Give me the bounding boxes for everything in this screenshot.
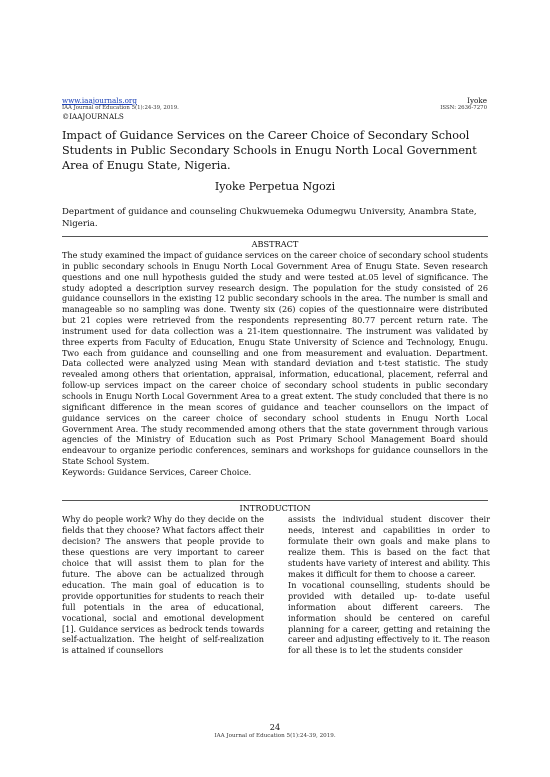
journal-website-link[interactable]: www.iaajournals.org	[62, 96, 137, 105]
abstract-bottom-rule	[62, 500, 488, 501]
intro-paragraph: assists the individual student discover their needs, interest and capabilities in order to formulate their own goals and make plans to realize them. This is based on the fact that students have variety of interest and ability. This makes it difficult for them to choose a career.	[288, 514, 490, 579]
running-author: Iyoke	[467, 96, 487, 105]
publisher-name: ©IAAJOURNALS	[62, 112, 124, 121]
intro-column-right	[288, 514, 490, 656]
keywords: Keywords: Guidance Services, Career Choice.	[62, 466, 252, 477]
issn: ISSN: 2636-7270	[440, 105, 487, 111]
intro-paragraph: Why do people work? Why do they decide on the fields that they choose? What factors affect their decision? The answers that people provide to these questions are very important to career choice that will assist them to plan for the future. The above can be actualized through education. The main goal of education is to provide opportunities for students to reach their full potentials in the area of educational, vocational, social and emotional development [1]. Guidance services as bedrock tends towards self-actualization. The height of self-realization is attained if counsellors	[62, 514, 264, 656]
intro-paragraph: In vocational counselling, students should be provided with detailed up- to-date useful information about different careers. The information should be centered on careful planning for a career, getting and retaining the career and adjusting effectively to it. The reason for all these is to let the students consider	[288, 579, 490, 656]
abstract-top-rule	[62, 236, 488, 237]
abstract-heading: ABSTRACT	[251, 239, 299, 249]
introduction-heading: INTRODUCTION	[239, 503, 311, 513]
page-number: 24	[269, 722, 281, 732]
abstract-body	[62, 250, 488, 478]
abstract-text: The study examined the impact of guidance services on the career choice of secondary school students in public secondary schools in Enugu North Local Government Area of Enugu State. Seven research questions and one null hypothesis guided the study and were tested at.05 level of significance. The study adopted a description survey research design. The population for the study consisted of 26 guidance counsellors in the existing 12 public secondary schools in the area. The number is small and manageable so no sampling was done. Twenty six (26) copies of the questionnaire were distributed but 21 copies were retrieved from the respondents representing 80.77 percent return rate. The instrument used for data collection was a 21-item questionnaire. The instrument was validated by three experts from Faculty of Education, Enugu State University of Science and Technology, Enugu. Two each from guidance and counselling and one from measurement and evaluation. Department. Data collected were analyzed using Mean with standard deviation and t-test statistic. The study revealed among others that orientation, appraisal, information, educational, placement, referral and follow-up services impact on the career choice of secondary school students in public secondary schools in Enugu North Local Government Area to a great extent. The study concluded that there is no significant difference in the mean scores of guidance and teacher counsellors on the impact of guidance services on the career choice of secondary school students in Enugu North Local Government Area. The study recommended among others that the state government through various agencies of the Ministry of Education such as Post Primary School Management Board should endeavour to organize periodic conferences, seminars and workshops for guidance counsellors in the State School System.	[62, 250, 488, 467]
footer-citation: IAA Journal of Education 5(1):24-39, 2019.	[214, 733, 336, 739]
journal-citation: IAA Journal of Education 5(1):24-39, 2019.	[62, 105, 179, 111]
intro-column-left	[62, 514, 264, 656]
article-title: Impact of Guidance Services on the Career Choice of Secondary School Students in Public Secondary Schools in Enugu North Local Government Area of Enugu State, Nigeria.	[62, 129, 477, 172]
author-affiliation: Department of guidance and counseling Chukwuemeka Odumegwu University, Anambra State, Nigeria.	[62, 207, 477, 229]
article-author: Iyoke Perpetua Ngozi	[214, 180, 336, 193]
